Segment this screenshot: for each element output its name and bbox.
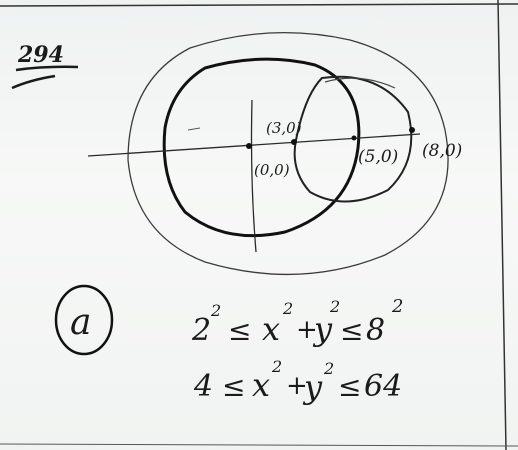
problem-number: 294	[18, 42, 64, 68]
ineq1-le1: ≤	[228, 314, 252, 347]
label-origin: (0,0)	[254, 161, 290, 179]
inequality-line-1	[191, 296, 403, 348]
problem-underline-2	[12, 76, 55, 88]
ineq1-b: 8	[366, 313, 386, 348]
part-label: a	[70, 302, 92, 343]
label-small-center: (3,0)	[266, 119, 302, 137]
page-top-edge	[0, 4, 518, 6]
ineq1-b-exp: 2	[392, 296, 404, 317]
ineq2-left: 4	[194, 369, 214, 404]
ineq2-plus: +	[286, 371, 308, 401]
ineq1-a: 2	[192, 313, 212, 348]
ineq2-y-exp: 2	[324, 359, 335, 378]
inequality-line-2	[193, 357, 402, 406]
point-origin	[246, 143, 252, 149]
outer-circle-radius-8	[128, 33, 448, 275]
ineq1-x: x	[262, 310, 281, 348]
ineq1-x-exp: 2	[283, 299, 294, 318]
stray-mark	[188, 128, 200, 130]
ineq2-right: 64	[364, 369, 403, 404]
ineq1-y-exp: 2	[330, 297, 341, 316]
ineq2-x: x	[252, 366, 271, 404]
point-5	[352, 136, 357, 141]
page-right-edge	[498, 0, 506, 450]
page-bottom-edge	[0, 444, 518, 446]
ineq2-x-exp: 2	[272, 357, 283, 376]
ineq1-y: y	[314, 310, 333, 348]
point-small-center	[291, 139, 297, 145]
ineq1-le2: ≤	[340, 314, 364, 347]
ineq2-le2: ≤	[338, 370, 362, 403]
ineq1-plus: +	[296, 315, 318, 345]
ineq2-y: y	[304, 368, 323, 406]
point-8	[409, 127, 415, 133]
middle-circle-radius-5	[164, 59, 359, 236]
label-point-5: (5,0)	[358, 147, 399, 167]
label-point-8: (8,0)	[422, 141, 463, 161]
ineq1-a-exp: 2	[211, 301, 222, 320]
ineq2-le1: ≤	[222, 370, 246, 403]
